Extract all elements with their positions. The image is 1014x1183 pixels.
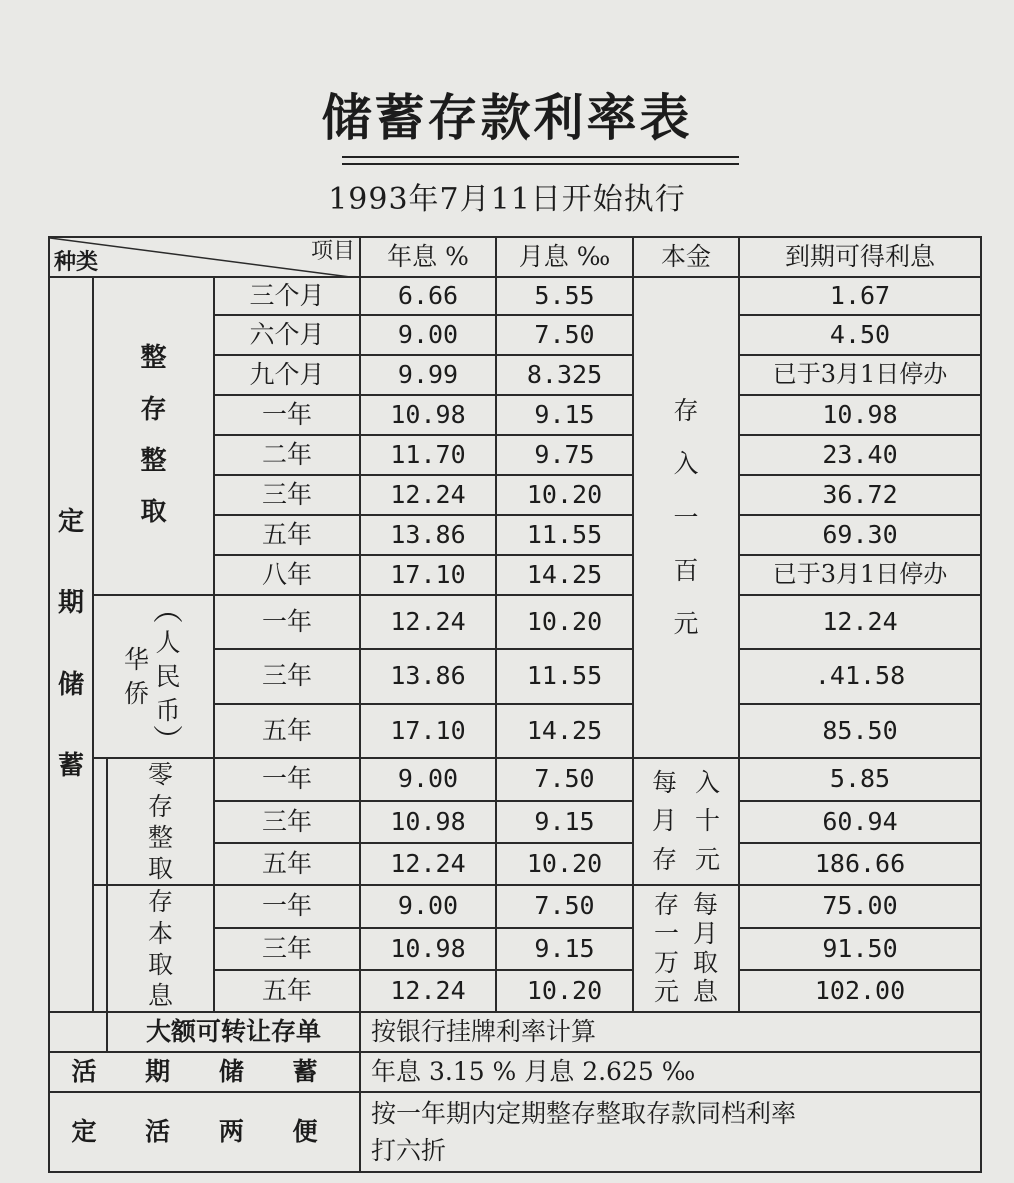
category-lingcun-cell [107, 758, 214, 885]
annual-rate-cell: 12.24 [360, 595, 496, 649]
vertical-char: 元 [673, 609, 699, 638]
title-rule-top [342, 156, 739, 158]
monthly-rate-cell: 10.20 [496, 970, 633, 1012]
paren-open: ︵ [153, 595, 183, 628]
annual-rate-cell: 12.24 [360, 843, 496, 885]
interest-cell: 12.24 [739, 595, 981, 649]
vertical-char: 存 [651, 845, 677, 875]
vertical-char: 侨 [123, 678, 149, 708]
vertical-char: 存 [673, 396, 699, 425]
interest-cell: 75.00 [739, 885, 981, 927]
vertical-char: 取 [140, 497, 167, 528]
vertical-column-right [695, 764, 720, 880]
annual-rate-cell: 13.86 [360, 515, 496, 555]
vertical-char: 存 [147, 791, 173, 821]
vertical-char: 定 [57, 507, 84, 538]
vertical-char: 月 [693, 919, 719, 948]
term-cell: 三年 [214, 801, 360, 843]
annual-rate-cell: 17.10 [360, 704, 496, 758]
term-cell: 五年 [214, 515, 360, 555]
vertical-char: 息 [693, 976, 719, 1006]
flexible-value-line2: 打六折 [371, 1136, 447, 1166]
header-principal: 本金 [633, 237, 739, 277]
large-cd-value: 按银行挂牌利率计算 [360, 1012, 981, 1052]
vertical-char: 蓄 [57, 750, 84, 781]
large-cd-row [49, 1012, 981, 1052]
demand-deposit-value: 年息 3.15 % 月息 2.625 ‰ [360, 1052, 981, 1092]
vertical-char: 每 [651, 767, 677, 797]
annual-rate-cell: 9.00 [360, 758, 496, 800]
term-cell: 六个月 [214, 315, 360, 355]
page-title: 储蓄存款利率表 [321, 88, 693, 147]
vertical-column-left [654, 891, 679, 1006]
interest-cell: 60.94 [739, 801, 981, 843]
annual-rate-cell: 10.98 [360, 928, 496, 970]
table-row [49, 885, 981, 927]
monthly-rate-cell: 9.15 [496, 395, 633, 435]
currency-column [153, 596, 183, 757]
principal-10k-cell [633, 885, 739, 1012]
annual-rate-cell: 9.00 [360, 885, 496, 927]
huaqiao-left-column [124, 643, 149, 711]
category-zhengcun-cell [93, 277, 214, 595]
term-cell: 五年 [214, 843, 360, 885]
annual-rate-cell: 17.10 [360, 555, 496, 595]
annual-rate-cell: 13.86 [360, 649, 496, 703]
vertical-char: 民 [155, 661, 181, 691]
annual-rate-cell: 12.24 [360, 970, 496, 1012]
term-cell: 三年 [214, 928, 360, 970]
interest-cell: 23.40 [739, 435, 981, 475]
vertical-char: 每 [693, 890, 719, 920]
demand-deposit-row [49, 1052, 981, 1092]
interest-cell: 5.85 [739, 758, 981, 800]
category-cunben-cell [107, 885, 214, 1012]
vertical-char: 一 [653, 919, 679, 948]
empty-spacer-cell [93, 885, 107, 1012]
header-annual: 年息 % [360, 237, 496, 277]
monthly-rate-cell: 5.55 [496, 277, 633, 315]
vertical-char: 元 [653, 976, 679, 1006]
term-cell: 八年 [214, 555, 360, 595]
title-rule-bottom [342, 163, 739, 165]
monthly-rate-cell: 10.20 [496, 475, 633, 515]
vertical-char: 人 [155, 628, 181, 657]
interest-cell: 186.66 [739, 843, 981, 885]
monthly-rate-cell: 9.15 [496, 801, 633, 843]
term-cell: 二年 [214, 435, 360, 475]
vertical-char: 取 [693, 947, 719, 977]
vertical-char: 月 [651, 806, 677, 836]
vertical-char: 存 [140, 394, 167, 425]
term-cell: 三年 [214, 649, 360, 703]
large-cd-label: 大额可转让存单 [107, 1012, 360, 1052]
vertical-char: 币 [155, 695, 181, 725]
monthly-rate-cell: 10.20 [496, 595, 633, 649]
interest-cell: 已于3月1日停办 [739, 555, 981, 595]
vertical-char: 期 [57, 588, 84, 619]
interest-rate-table [48, 236, 982, 1173]
vertical-char: 一 [673, 502, 699, 532]
table-row [49, 277, 981, 315]
header-kind: 种类 [54, 248, 99, 275]
annual-rate-cell: 9.99 [360, 355, 496, 395]
vertical-char: 入 [695, 767, 721, 797]
vertical-char: 取 [147, 854, 173, 883]
interest-cell: 已于3月1日停办 [739, 355, 981, 395]
interest-cell: 102.00 [739, 970, 981, 1012]
vertical-char: 十 [695, 806, 721, 836]
vertical-char: 本 [147, 918, 173, 948]
vertical-char: 储 [57, 669, 84, 700]
vertical-pair [634, 891, 738, 1006]
term-cell: 九个月 [214, 355, 360, 395]
annual-rate-cell: 6.66 [360, 277, 496, 315]
flexible-deposit-label: 定 活 两 便 [49, 1092, 360, 1172]
monthly-rate-cell: 7.50 [496, 315, 633, 355]
interest-cell: 1.67 [739, 277, 981, 315]
vertical-char: 息 [147, 981, 173, 1010]
paren-close: ︶ [153, 724, 183, 759]
empty-spacer-cell [49, 1012, 107, 1052]
flexible-deposit-value [360, 1092, 981, 1172]
empty-spacer-cell [93, 758, 107, 885]
annual-rate-cell: 12.24 [360, 475, 496, 515]
category-dingqi-cell [49, 277, 93, 1012]
vertical-column-right [693, 891, 718, 1006]
flexible-value-line1: 按一年期内定期整存整取存款同档利率 [371, 1098, 797, 1128]
vertical-char: 万 [653, 947, 679, 977]
interest-cell: 91.50 [739, 928, 981, 970]
vertical-char: 华 [123, 644, 149, 674]
annual-rate-cell: 10.98 [360, 801, 496, 843]
vertical-char: 零 [147, 760, 173, 790]
term-cell: 一年 [214, 595, 360, 649]
term-cell: 五年 [214, 970, 360, 1012]
term-cell: 一年 [214, 395, 360, 435]
term-cell: 一年 [214, 885, 360, 927]
header-row [49, 237, 981, 277]
monthly-rate-cell: 8.325 [496, 355, 633, 395]
vertical-char: 入 [673, 449, 699, 479]
demand-deposit-label: 活 期 储 蓄 [49, 1052, 360, 1092]
vertical-char: 存 [147, 887, 173, 917]
effective-date: 1993年7月11日开始执行 [328, 182, 686, 217]
interest-cell: 69.30 [739, 515, 981, 555]
monthly-rate-cell: 14.25 [496, 555, 633, 595]
category-huaqiao-cell [93, 595, 214, 758]
table-row [49, 595, 981, 649]
monthly-rate-cell: 10.20 [496, 843, 633, 885]
interest-cell: 10.98 [739, 395, 981, 435]
monthly-rate-cell: 7.50 [496, 885, 633, 927]
flexible-deposit-row [49, 1092, 981, 1172]
vertical-char: 元 [695, 845, 721, 875]
term-cell: 三年 [214, 475, 360, 515]
monthly-rate-cell: 7.50 [496, 758, 633, 800]
interest-cell: 85.50 [739, 704, 981, 758]
header-monthly: 月息 ‰ [496, 237, 633, 277]
term-cell: 五年 [214, 704, 360, 758]
interest-cell: 36.72 [739, 475, 981, 515]
annual-rate-cell: 10.98 [360, 395, 496, 435]
annual-rate-cell: 11.70 [360, 435, 496, 475]
header-interest: 到期可得利息 [739, 237, 981, 277]
interest-cell: 4.50 [739, 315, 981, 355]
annual-rate-cell: 9.00 [360, 315, 496, 355]
monthly-rate-cell: 11.55 [496, 649, 633, 703]
term-cell: 三个月 [214, 277, 360, 315]
interest-cell: .41.58 [739, 649, 981, 703]
vertical-pair [634, 764, 738, 880]
monthly-rate-cell: 9.75 [496, 435, 633, 475]
vertical-char: 百 [673, 555, 699, 585]
monthly-rate-cell: 9.15 [496, 928, 633, 970]
table-row [49, 758, 981, 800]
vertical-char: 取 [147, 949, 173, 979]
corner-header-cell [49, 237, 360, 277]
header-item: 项目 [310, 239, 355, 264]
principal-monthly10-cell [633, 758, 739, 885]
vertical-char: 存 [653, 890, 679, 920]
principal-100-cell [633, 277, 739, 758]
term-cell: 一年 [214, 758, 360, 800]
monthly-rate-cell: 11.55 [496, 515, 633, 555]
vertical-char: 整 [147, 822, 173, 852]
vertical-char: 整 [140, 343, 167, 374]
vertical-column-left [652, 764, 677, 880]
monthly-rate-cell: 14.25 [496, 704, 633, 758]
huaqiao-layout [94, 596, 213, 757]
vertical-char: 整 [140, 446, 167, 476]
